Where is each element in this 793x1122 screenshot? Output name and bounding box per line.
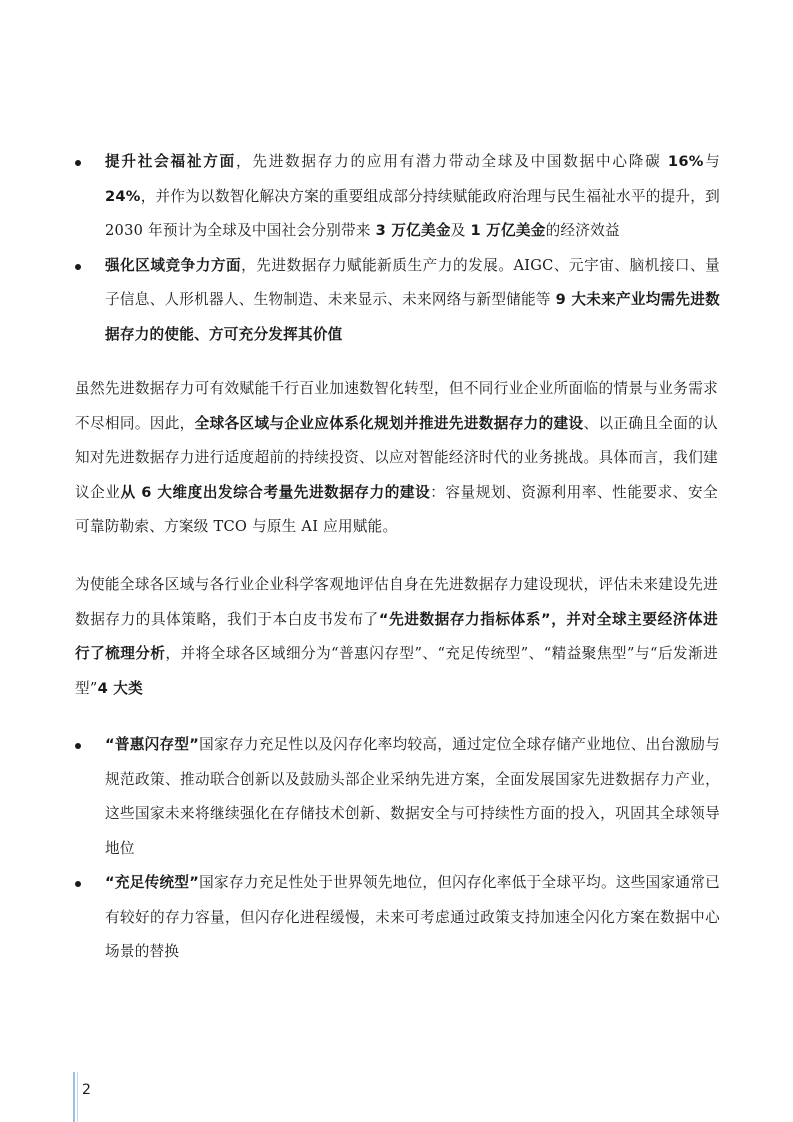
item-highlight: 24%	[105, 187, 141, 205]
footer-accent-line	[77, 1072, 78, 1122]
bullet-icon	[75, 160, 81, 166]
item-text: 国家存力充足性以及闪存化率均较高，通过定位全球存储产业地位、出台激励与规范政策、推动联合创新以及鼓励头部企业采纳先进方案，全面发展国家先进数据存力产业，这些国家未来将继续强化在存储技术创新、数据安全与可持续性方面的投入，巩固其全球领导地位	[105, 736, 720, 857]
item-text: 及	[450, 222, 471, 239]
para-highlight: 全球各区域与企业应体系化规划并推进先进数据存力的建设	[194, 414, 584, 432]
list-item	[75, 145, 720, 249]
para-highlight: “先进数据存力指标体系”，并对全球主要经济体进行了梳理分析	[75, 610, 718, 662]
bullet-icon	[75, 264, 81, 270]
item-lead: 提升社会福祉方面	[105, 153, 236, 170]
item-text: 的经济效益	[545, 222, 620, 239]
para-text: 为使能全球各区域与各行业企业科学客观地评估自身在先进数据存力建设现状，评估未来建设先进数据存力的具体策略，我们于本白皮书发布了	[75, 576, 718, 628]
para-highlight: 从 6 大维度出发综合考量先进数据存力的建设	[120, 483, 431, 501]
paragraph-index-system	[75, 568, 718, 706]
list-item	[75, 249, 720, 353]
para-text: ：容量规划、资源利用率、性能要求、安全可靠防勒索、方案级 TCO 与原生 AI 应用赋能。	[75, 483, 718, 535]
paragraph-strategy	[75, 372, 718, 545]
item-highlight: 9 大未来产业均需先进数据存力的使能、方可充分发挥其价值	[105, 291, 720, 343]
para-text: 、以正确且全面的认知对先进数据存力进行适度超前的持续投资、以应对智能经济时代的业务挑战。具体而言，我们建议企业	[75, 414, 718, 501]
item-highlight: 1 万亿美金	[470, 222, 546, 239]
para-text: ，并将全球各区域细分为“普惠闪存型”、“充足传统型”、“精益聚焦型”与“后发渐进型”	[75, 645, 718, 697]
list-item	[75, 728, 720, 866]
item-text: ，先进数据存力的应用有潜力带动全球及中国数据中心降碳	[235, 153, 668, 170]
item-text: 与	[703, 153, 720, 170]
footer-accent-bar	[73, 1072, 75, 1122]
bullet-icon	[75, 881, 81, 887]
item-text: ，先进数据存力赋能新质生产力的发展。AIGC、元宇宙、脑机接口、量子信息、人形机器人、生物制造、未来显示、未来网络与新型储能等	[105, 256, 720, 308]
para-text: 虽然先进数据存力可有效赋能千行百业加速数智化转型，但不同行业企业所面临的情景与业务需求不尽相同。因此，	[75, 380, 718, 432]
list-item	[75, 866, 720, 970]
para-highlight: 4 大类	[97, 679, 143, 697]
item-lead: “充足传统型”	[105, 874, 200, 891]
bullet-icon	[75, 743, 81, 749]
item-text: ，并作为以数智化解决方案的重要组成部分持续赋能政府治理与民生福祉水平的提升，到 2030 年预计为全球及中国社会分别带来	[105, 187, 720, 239]
page-number: 2	[82, 1082, 91, 1098]
item-lead: 强化区域竞争力方面	[105, 256, 242, 274]
item-text: 国家存力充足性处于世界领先地位，但闪存化率低于全球平均。这些国家通常已有较好的存力容量，但闪存化进程缓慢，未来可考虑通过政策支持加速全闪化方案在数据中心场景的替换	[105, 874, 720, 960]
category-list	[75, 728, 720, 970]
item-highlight: 3 万亿美金	[375, 222, 451, 239]
benefits-list	[75, 145, 720, 352]
item-highlight: 16%	[667, 153, 704, 170]
item-lead: “普惠闪存型”	[105, 736, 200, 753]
